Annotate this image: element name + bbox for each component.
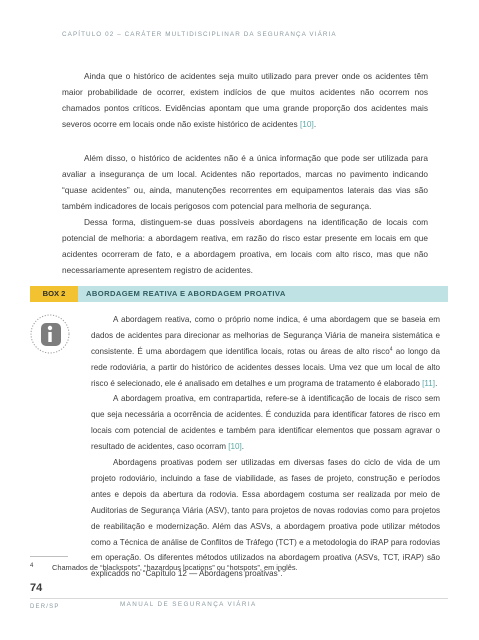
box-paragraph-1-end: . — [435, 378, 438, 388]
box-paragraph-1 — [91, 312, 440, 392]
box-paragraph-3: Abordagens proativas podem ser utilizadas em diversas fases do ciclo de vida de um projeto rodoviário, incluindo a fase de viabilidade, as fases de projeto, construção e períodos antes e depois da abertura da rodovia. Essa abordagem costuma ser realizada por meio de Auditorias de Segurança Viária (ASV), tanto para projetos de novas rodovias como para projetos de reabilitação e modernização. Além das ASVs, a abordagem proativa pode utilizar métodos como a Técnica de análise de Conflitos de Tráfego (TCT) e a metodologia do iRAP para rodovias em operação. Os diferentes métodos utilizados na abordagem proativa (ASVs, TCT, iRAP) são explicados no “Capítulo 12 — Abordagens proativas”. — [91, 458, 440, 579]
box-header — [30, 286, 448, 302]
paragraph-1-end: . — [313, 119, 317, 129]
box-title: ABORDAGEM REATIVA E ABORDAGEM PROATIVA — [86, 289, 286, 298]
info-icon — [29, 313, 71, 355]
box-paragraph-1-text: A abordagem reativa, como o próprio nome indica, é uma abordagem que se baseia em dados de acidentes para direcionar as melhorias de Segurança Viária de maneira sistemática e consistente. É uma abordagem que identifica locais, rotas ou áreas de alto risco — [91, 315, 440, 356]
box-tag: BOX 2 — [30, 286, 78, 302]
publisher-label: DER/SP — [30, 604, 60, 610]
reference-10-link-2[interactable]: [10] — [228, 441, 242, 451]
box-paragraph-2-end: . — [241, 441, 244, 451]
paragraph-1-text: Ainda que o histórico de acidentes seja muito utilizado para prever onde os acidentes têm maior probabilidade de ocorrer, existem indícios de que muitos acidentes não ocorrem nos chamados pontos críticos. Evidências apontam que uma grande proporção dos acidentes mais severos ocorre em locais onde não existe histórico de acidentes — [62, 71, 428, 129]
box-paragraph-2-text: A abordagem proativa, em contrapartida, refere-se à identificação de locais de risco sem que seja necessária a ocorrência de acidentes. É conduzida para identificar fatores de risco em locais com potencial de acidentes e também para identificar elementos que possam agravar o resultado de acidentes, caso ocorram — [91, 394, 440, 451]
reference-11-link[interactable]: [11] — [422, 378, 436, 388]
manual-title: MANUAL DE SEGURANÇA VIÁRIA — [120, 601, 257, 608]
footnote-divider — [30, 556, 68, 557]
page-number: 74 — [30, 582, 43, 594]
footnote-ref-4[interactable]: 4 — [389, 346, 393, 353]
box-paragraph-1-text-cont: ao longo da rede rodoviária, a partir do histórico de acidentes desses locais. Uma vez que um local de alto risco é selecionado, ele é analisado em detalhes e um programa de tratamento é elaborado — [91, 346, 440, 388]
paragraph-2: Além disso, o histórico de acidentes não é a única informação que pode ser utilizada para avaliar a insegurança de um local. Acidentes não reportados, marcas no pavimento indicando “quase acidentes” ou, ainda, manutenções recorrentes em equipamentos laterais das vias são também indicadores de locais perigosos com potencial para melhoria de segurança. — [62, 153, 428, 211]
footnote-text: Chamados de “blackspots”, “hazardous locations” ou “hotspots”, em inglês. — [52, 563, 298, 572]
footnote-mark: 4 — [30, 563, 34, 569]
paragraph-3: Dessa forma, distinguem-se duas possíveis abordagens na identificação de locais com potencial de melhoria: a abordagem reativa, em razão do risco estar presente em locais em que acidentes ocorreram de fato, e a abordagem proativa, em locais com alto risco, mas que não necessariamente apresentem registro de acidentes. — [62, 217, 428, 275]
chapter-header: CAPÍTULO 02 – CARÁTER MULTIDISCIPLINAR DA SEGURANÇA VIÁRIA — [62, 31, 337, 38]
paragraph-1 — [62, 68, 428, 132]
footnote — [30, 563, 430, 572]
reference-10-link[interactable]: [10] — [299, 119, 314, 129]
footer-divider — [30, 598, 448, 599]
box-paragraph-2 — [91, 391, 440, 455]
